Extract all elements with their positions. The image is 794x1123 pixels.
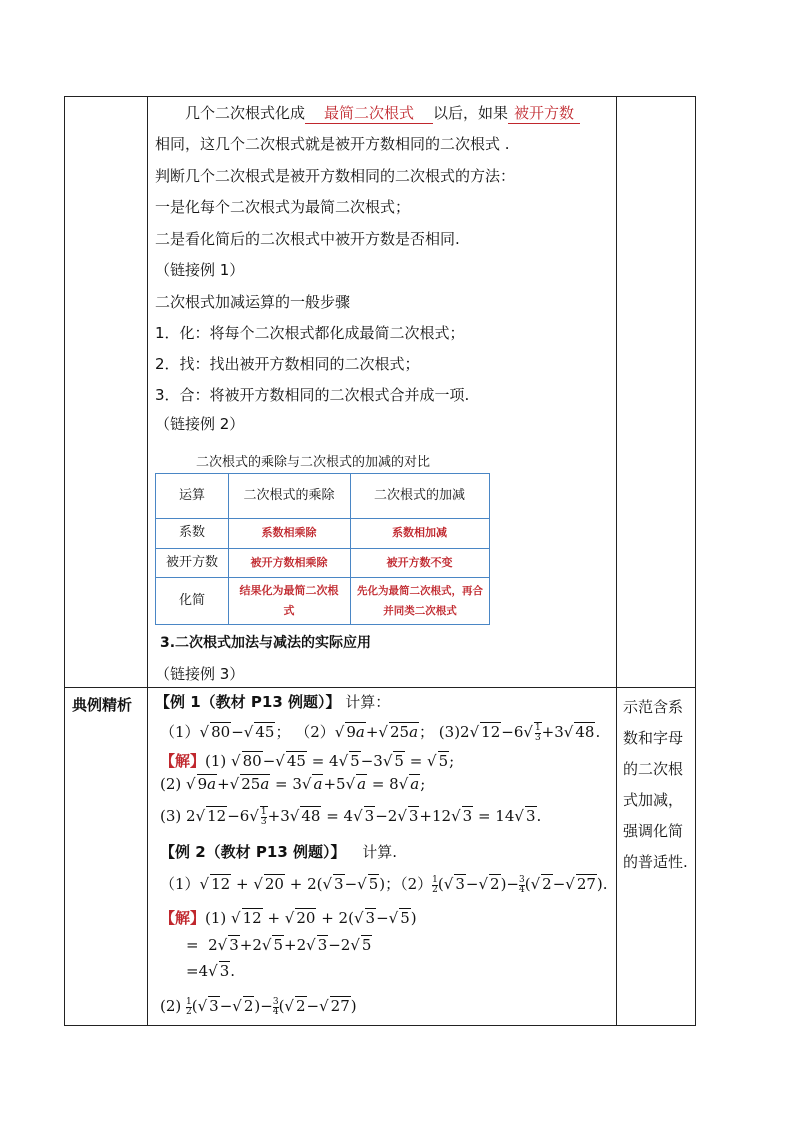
table-col-divider-1 xyxy=(147,96,148,1026)
note-line: 的普适性. xyxy=(623,853,688,871)
example-2-task: 计算. xyxy=(362,843,398,861)
table-row-divider xyxy=(64,687,696,688)
q-label: （1） xyxy=(160,875,200,893)
cmp-header-op: 运算 xyxy=(178,488,205,503)
q-label: （2） xyxy=(400,875,433,893)
table-col-divider-2 xyxy=(616,96,617,1026)
intro-line-1 xyxy=(155,103,580,124)
note-line: 数和字母 xyxy=(623,729,684,747)
row-label-examples: 典例精析 xyxy=(72,696,133,714)
cmp-row-label: 系数 xyxy=(178,525,205,540)
cmp-row-label: 化简 xyxy=(178,592,205,608)
example-1-solution-1: 【解】(1) √ 80−√ 45 = 4√ 5−3√ 5 = √ 5; xyxy=(160,752,455,770)
blank-answer-1: 最简二次根式 xyxy=(305,103,433,124)
q-label: （1） xyxy=(160,723,200,741)
blank-answer-2: 被开方数 xyxy=(508,103,580,124)
cmp-header-mul: 二次根式的乘除 xyxy=(243,488,335,503)
note-line: 式加减， xyxy=(623,791,684,809)
solution-tag: 【解】 xyxy=(160,752,206,770)
example-2-solution-step-3: =4√ 3. xyxy=(186,962,236,980)
intro-line-3: 判断几个二次根式是被开方数相同的二次根式的方法： xyxy=(155,167,516,185)
note-line: 示范含系 xyxy=(623,698,684,716)
cmp-cell-mul: 系数相乘除 xyxy=(261,526,317,539)
cmp-cell-mul: 被开方数相乘除 xyxy=(250,555,328,569)
intro-line1-mid: 以后，如果 xyxy=(433,104,509,122)
comparison-table xyxy=(155,473,490,625)
example-1-solution-2: (2) √ 9a+√ 25a = 3√ a+5√ a = 8√ a; xyxy=(160,775,426,793)
link-example-2: （链接例 2） xyxy=(155,415,245,433)
intro-line-4: 一是化每个二次根式为最简二次根式； xyxy=(155,198,411,216)
cmp-cell-mul: 结果化为最简二次根式 xyxy=(239,583,339,617)
example-2-solution-step-2: = 2√ 3+2√ 5+2√ 3−2√ 5 xyxy=(186,936,372,954)
table-border-bottom xyxy=(64,1025,696,1026)
link-example-1: （链接例 1） xyxy=(155,261,245,279)
intro-line-2: 相同，这几个二次根式就是被开方数相同的二次根式 . xyxy=(155,135,510,153)
step-2: 2．找：找出被开方数相同的二次根式； xyxy=(155,355,420,373)
solution-tag: 【解】 xyxy=(160,909,206,927)
example-1-task: 计算： xyxy=(345,693,391,711)
note-line: 的二次根 xyxy=(623,760,684,778)
example-1-title: 【例 1（教材 P13 例题）】 xyxy=(155,693,341,711)
example-2-solution-1: 【解】(1) √ 12 + √ 20 + 2(√ 3−√ 5) xyxy=(160,909,417,927)
cmp-cell-add: 系数相加减 xyxy=(392,526,447,539)
example-1-questions: （1）√ 80−√ 45； （2）√ 9a+√ 25a； (3)2√ 12−6√ $\frac{1}{3}$ +3√ 48. xyxy=(160,722,601,743)
intro-line1-prefix: 几个二次根式化成 xyxy=(185,104,306,122)
example-2-questions: （1）√ 12 + √ 20 + 2(√ 3−√ 5)；（2） $\frac{1}{2}$ (√ 3−√ 2)− $\frac{3}{4}$ (√ 2−√ 27). xyxy=(160,874,608,895)
q-label: （2） xyxy=(295,723,335,741)
note-line: 强调化简 xyxy=(623,822,684,840)
link-example-3: （链接例 3） xyxy=(155,665,245,683)
cmp-header-add: 二次根式的加减 xyxy=(373,488,465,503)
section-3-title: 3.二次根式加法与减法的实际应用 xyxy=(160,635,372,651)
step-1: 1．化：将每个二次根式都化成最简二次根式； xyxy=(155,324,465,342)
q-label: (3) xyxy=(438,723,461,741)
intro-line-5: 二是看化简后的二次根式中被开方数是否相同. xyxy=(155,230,460,248)
steps-title: 二次根式加减运算的一般步骤 xyxy=(155,293,351,311)
example-2-solution-2: (2) $\frac{1}{2}$ (√ 3−√ 2)− $\frac{3}{4}$ (√ 2−√ 27) xyxy=(160,996,357,1017)
example-1-solution-3: (3) 2√ 12−6√ $\frac{1}{3}$ +3√ 48 = 4√ 3−2√ 3+12√ 3 = 14√ 3. xyxy=(160,806,542,827)
table-border-top xyxy=(64,96,696,97)
cmp-row-label: 被开方数 xyxy=(165,554,218,570)
table-border-right xyxy=(695,96,696,1026)
table-border-left xyxy=(64,96,65,1026)
cmp-cell-add: 先化为最简二次根式，再合并同类二次根式 xyxy=(357,584,483,617)
cmp-cell-add: 被开方数不变 xyxy=(386,555,453,569)
step-3: 3．合：将被开方数相同的二次根式合并成一项. xyxy=(155,386,470,404)
comparison-caption: 二次根式的乘除与二次根式的加减的对比 xyxy=(196,455,431,470)
example-2-header xyxy=(160,842,397,862)
example-2-title: 【例 2（教材 P13 例题）】 xyxy=(160,843,346,861)
example-1-header xyxy=(155,692,390,712)
